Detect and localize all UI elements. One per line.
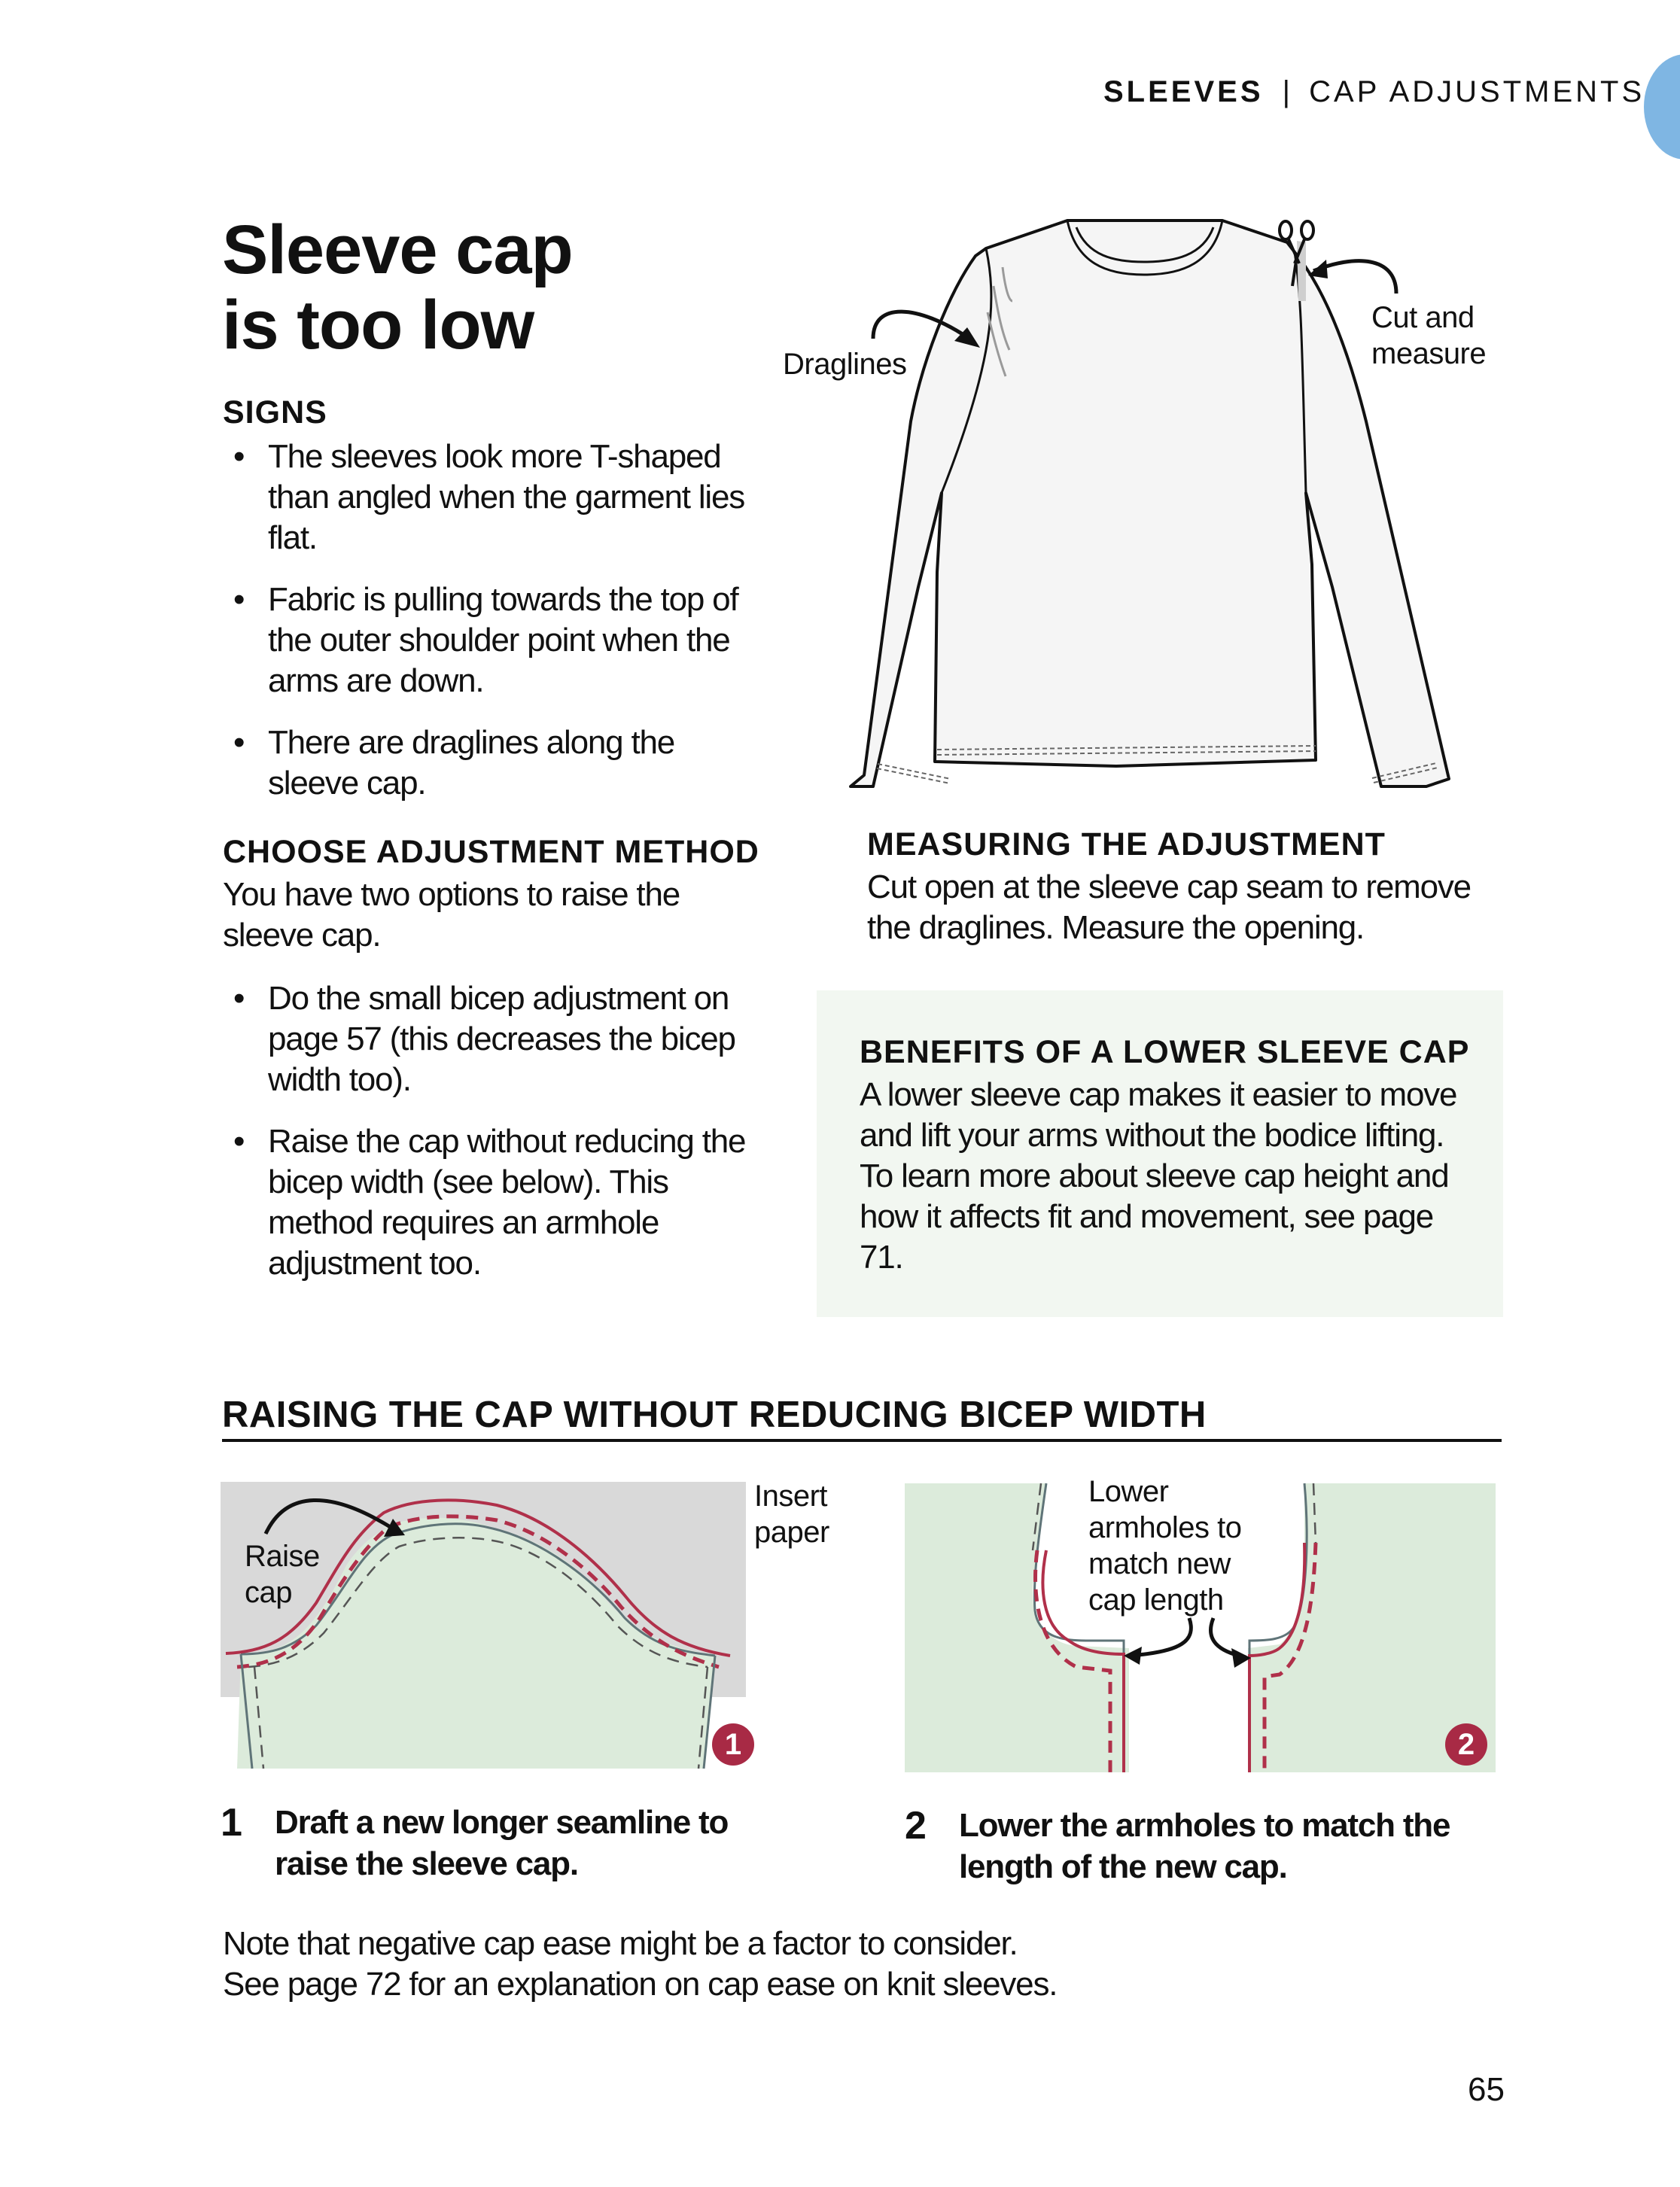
list-item: • Do the small bicep adjustment on page 57 (this decreases the bicep width too). xyxy=(223,978,765,1100)
label-line: armholes to xyxy=(1088,1511,1242,1544)
draglines-label: Draglines xyxy=(783,348,907,381)
list-item: • Raise the cap without reducing the bicep width (see below). This method requires an armhole adjustment too. xyxy=(223,1121,765,1284)
insert-label-line-2: paper xyxy=(754,1516,829,1549)
list-item: • Fabric is pulling towards the top of the outer shoulder point when the arms are down. xyxy=(223,579,765,701)
measuring-text: Cut open at the sleeve cap seam to remove the draglines. Measure the opening. xyxy=(867,868,1471,946)
benefits-heading: BENEFITS OF A LOWER SLEEVE CAP xyxy=(860,1034,1470,1070)
signs-heading: SIGNS xyxy=(223,394,327,430)
note-line-2: See page 72 for an explanation on cap ease on knit sleeves. xyxy=(223,1966,1058,2003)
header-separator: | xyxy=(1282,75,1291,108)
step-2-text: Lower the armholes to match the length of the new cap. xyxy=(959,1807,1450,1885)
header-section: SLEEVES xyxy=(1103,75,1264,108)
raise-label-line-2: cap xyxy=(245,1576,292,1609)
cut-label-line-1: Cut and xyxy=(1371,301,1475,334)
lower-armholes-label xyxy=(1088,1474,1241,1618)
measuring-heading: MEASURING THE ADJUSTMENT xyxy=(867,826,1386,862)
insert-label-line-1: Insert xyxy=(754,1480,828,1513)
step-1-text: Draft a new longer seamline to raise the sleeve cap. xyxy=(275,1804,729,1882)
title-line-2: is too low xyxy=(222,287,534,363)
note xyxy=(223,1924,1352,2005)
raising-section-heading: RAISING THE CAP WITHOUT REDUCING BICEP WIDTH xyxy=(222,1394,1502,1442)
list-item: • There are draglines along the sleeve cap. xyxy=(223,722,765,804)
badge-2-number: 2 xyxy=(1457,1728,1475,1761)
label-line: match new xyxy=(1088,1547,1231,1580)
step-1-number: 1 xyxy=(221,1801,242,1845)
label-line: Lower xyxy=(1088,1475,1169,1508)
label-line: cap length xyxy=(1088,1583,1224,1617)
cut-label-line-2: measure xyxy=(1371,337,1487,370)
note-line-1: Note that negative cap ease might be a factor to consider. xyxy=(223,1925,1018,1962)
choose-method-heading: CHOOSE ADJUSTMENT METHOD xyxy=(223,834,759,870)
step-2-number: 2 xyxy=(905,1804,927,1848)
choose-method-intro: You have two options to raise the sleeve cap. xyxy=(223,876,680,954)
raise-label-line-1: Raise xyxy=(245,1540,320,1573)
benefits-text: A lower sleeve cap makes it easier to move and lift your arms without the bodice lifting. To learn more about sleeve cap height and how it affects fit and movement, see page 71. xyxy=(860,1076,1457,1276)
page-number: 65 xyxy=(1468,2071,1505,2108)
badge-1-number: 1 xyxy=(724,1728,742,1761)
title-line-1: Sleeve cap xyxy=(222,211,573,288)
header-subsection: CAP ADJUSTMENTS xyxy=(1309,75,1645,108)
list-item: • The sleeves look more T-shaped than angled when the garment lies flat. xyxy=(223,436,765,558)
